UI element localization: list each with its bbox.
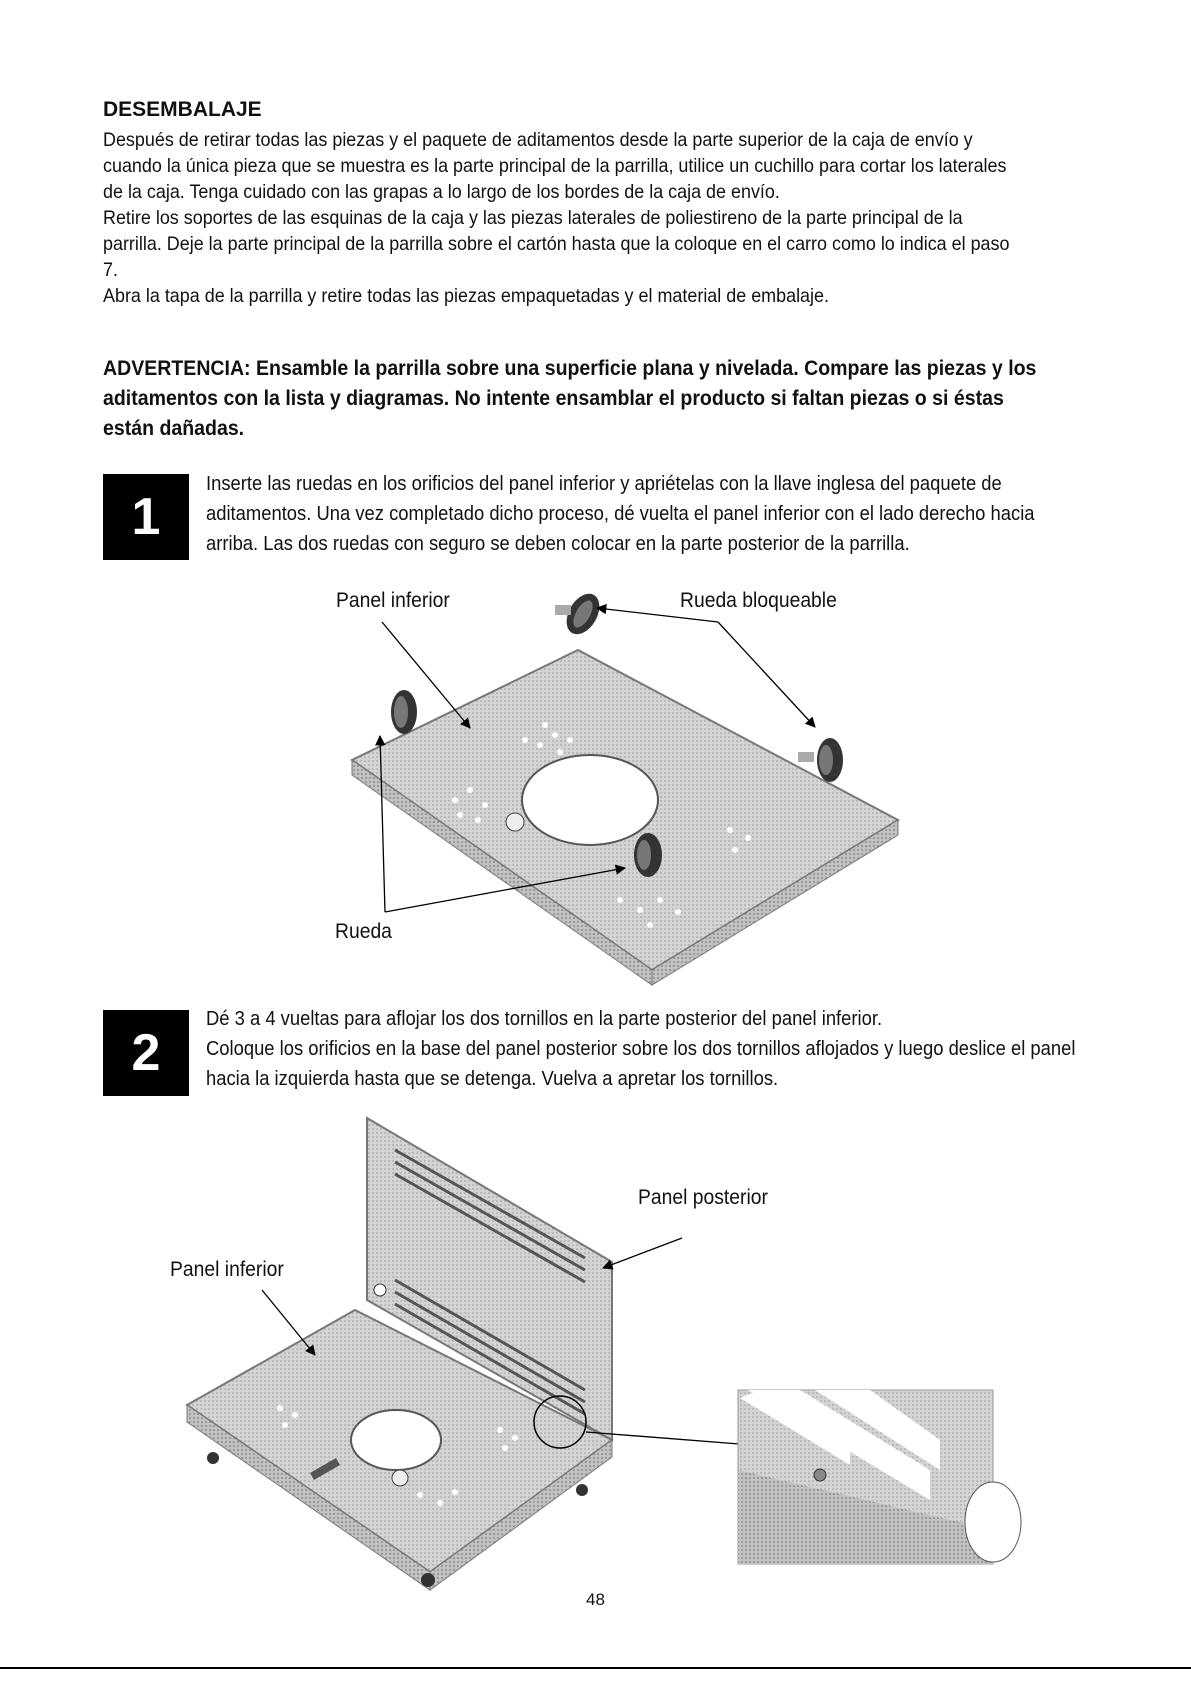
label-bottom-panel: Panel inferior	[336, 589, 450, 612]
warning-text: ADVERTENCIA: Ensamble la parrilla sobre una superficie plana y nivelada. Compare las piezas y los aditamentos con la lista y diagramas. No intente ensamblar el producto si faltan piezas o si éstas están dañadas.	[103, 357, 1037, 440]
detail-inset	[738, 1390, 1021, 1564]
label-bottom-panel: Panel inferior	[170, 1258, 284, 1281]
intro-paragraph: Después de retirar todas las piezas y el paquete de aditamentos desde la parte superior de la caja de envío y cuando la única pieza que se muestra es la parte principal de la parrilla, utilice un cuchillo para cortar los laterales de la caja. Tenga cuidado con las grapas a lo largo de los bordes de la caja de envío.	[103, 129, 1007, 203]
label-wheel: Rueda	[335, 920, 392, 943]
label-locking-wheel: Rueda bloqueable	[680, 589, 837, 612]
label-back-panel: Panel posterior	[638, 1186, 768, 1209]
page-number: 48	[586, 1590, 605, 1609]
intro-paragraph: Abra la tapa de la parrilla y retire todas las piezas empaquetadas y el material de embalaje.	[103, 285, 829, 307]
step-1-line: Inserte las ruedas en los orificios del panel inferior y apriételas con la llave inglesa del paquete de aditamentos. Una vez completado dicho proceso, dé vuelta el panel inferior con el lado derecho hacia arriba. Las dos ruedas con seguro se deben colocar en la parte posterior de la parrilla.	[206, 473, 1035, 555]
step-1-badge: 1	[103, 474, 189, 560]
section-heading: DESEMBALAJE	[103, 98, 262, 121]
step-2-line: Dé 3 a 4 vueltas para aflojar los dos tornillos en la parte posterior del panel inferior.	[206, 1008, 883, 1030]
step-2-line: Coloque los orificios en la base del panel posterior sobre los dos tornillos aflojados y luego deslice el panel hacia la izquierda hasta que se detenga. Vuelva a apretar los tornillos.	[206, 1038, 1076, 1090]
callout-line	[262, 1290, 315, 1355]
step-2-badge: 2	[103, 1010, 189, 1096]
intro-paragraph: Retire los soportes de las esquinas de la caja y las piezas laterales de poliestireno de la parte principal de la parrilla. Deje la parte principal de la parrilla sobre el cartón hasta que la coloque en el carro como lo indica el paso 7.	[103, 207, 1010, 281]
page-bottom-rule	[0, 1667, 1191, 1669]
callout-line	[603, 1238, 682, 1268]
